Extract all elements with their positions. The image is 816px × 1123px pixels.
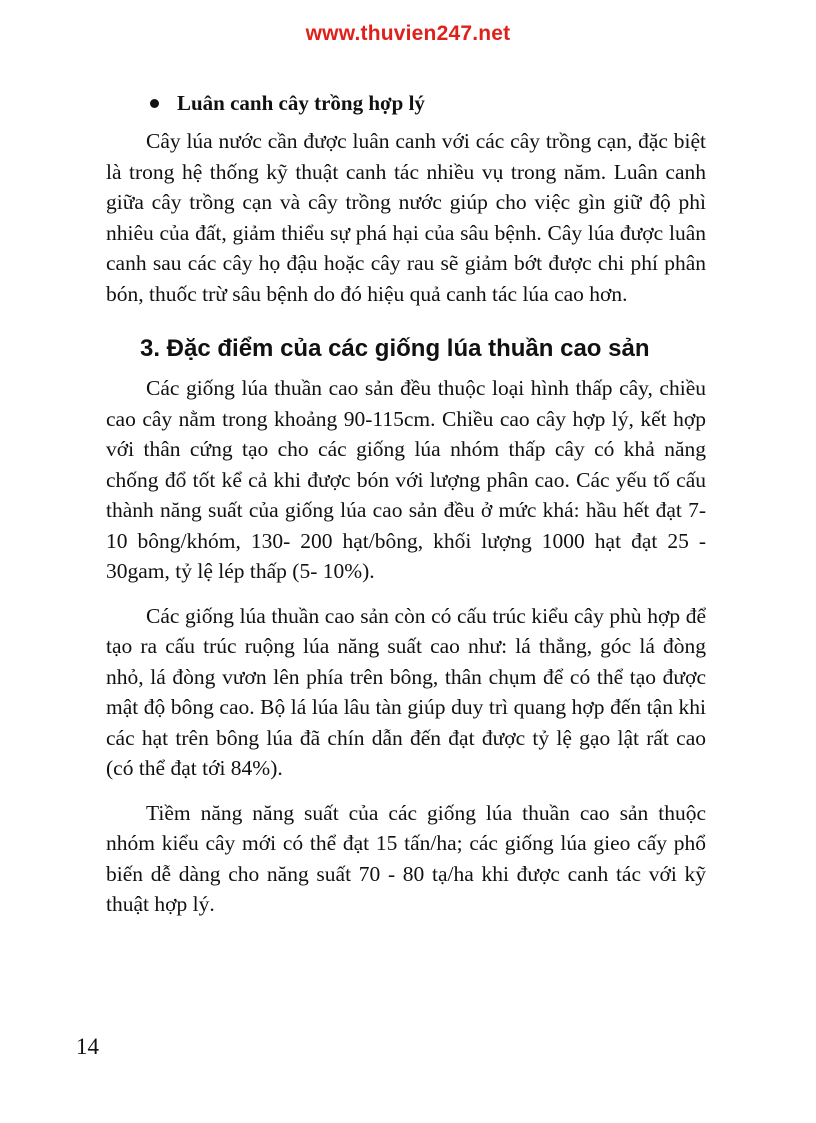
section-heading: 3. Đặc điểm của các giống lúa thuần cao sản xyxy=(140,335,650,362)
paragraph-yield-potential: Tiềm năng năng suất của các giống lúa thuần cao sản thuộc nhóm kiểu cây mới có thể đạt 15 tấn/ha; các giống lúa gieo cấy phổ biến dễ dàng cho năng suất 70 - 80 tạ/ha khi được canh tác với kỹ thuật hợp lý. xyxy=(106,800,706,916)
page-number: 14 xyxy=(76,1034,99,1059)
paragraph-characteristics: Các giống lúa thuần cao sản đều thuộc loại hình thấp cây, chiều cao cây nằm trong khoảng 90-115cm. Chiều cao cây hợp lý, kết hợp với thân cứng tạo cho các giống lúa nhóm thấp cây có khả năng chống đổ tốt kể cả khi được bón với lượng phân cao. Các yếu tố cấu thành năng suất của giống lúa cao sản đều ở mức khá: hầu hết đạt 7-10 bông/khóm, 130- 200 hạt/bông, khối lượng 1000 hạt đạt 25 - 30gam, tỷ lệ lép thấp (5- 10%). xyxy=(106,376,706,583)
watermark-url: www.thuvien247.net xyxy=(305,22,511,45)
paragraph-plant-structure: Các giống lúa thuần cao sản còn có cấu trúc kiểu cây phù hợp để tạo ra cấu trúc ruộng lúa năng suất cao như: lá thẳng, góc lá đòng nhỏ, lá đòng vươn lên phía trên bông, thân chụm để có thể tạo được mật độ bông cao. Bộ lá lúa lâu tàn giúp duy trì quang hợp đến tận khi các hạt trên bông lúa đã chín dẫn đến đạt được tỷ lệ gạo lật rất cao (có thể đạt tới 84%). xyxy=(106,603,706,780)
bullet-heading xyxy=(150,88,706,118)
bullet-icon xyxy=(150,99,159,108)
bullet-heading-text: Luân canh cây trồng hợp lý xyxy=(177,91,425,115)
paragraph-crop-rotation: Cây lúa nước cần được luân canh với các cây trồng cạn, đặc biệt là trong hệ thống kỹ thuật canh tác nhiều vụ trong năm. Luân canh giữa cây trồng cạn và cây trồng nước giúp cho việc gìn giữ độ phì nhiêu của đất, giảm thiểu sự phá hại của sâu bệnh. Cây lúa được luân canh sau các cây họ đậu hoặc cây rau sẽ giảm bớt được chi phí phân bón, thuốc trừ sâu bệnh do đó hiệu quả canh tác lúa cao hơn. xyxy=(106,129,706,306)
page-content xyxy=(106,88,706,920)
